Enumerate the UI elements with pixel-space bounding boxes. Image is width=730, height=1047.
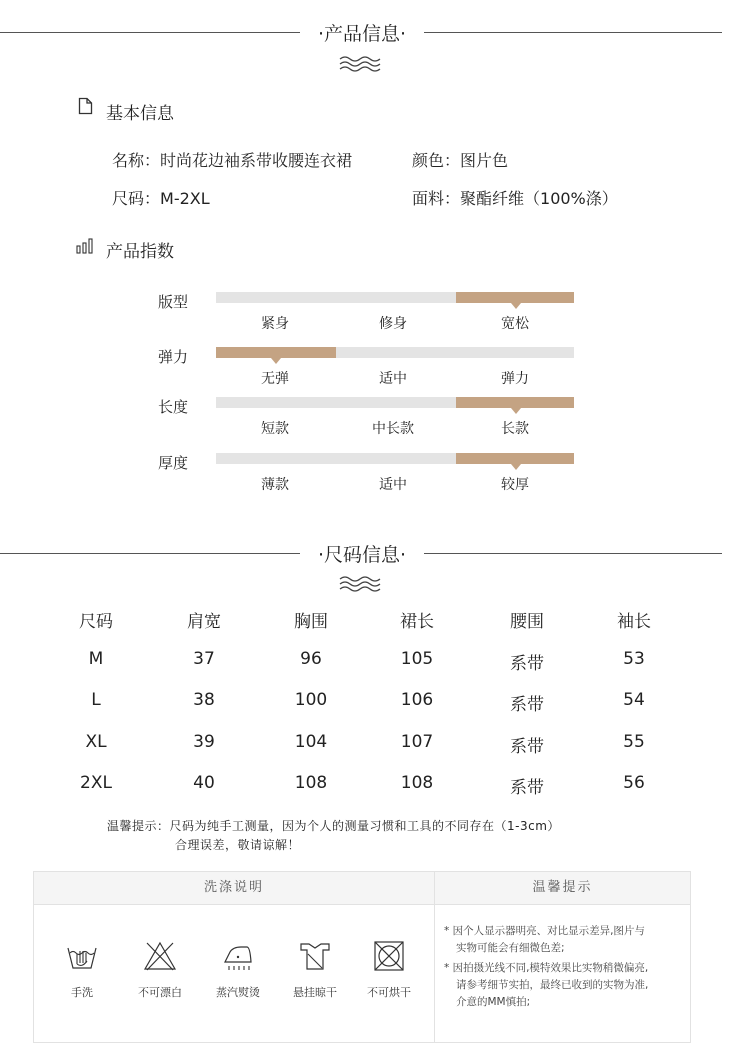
table-cell: 107 [400,732,434,752]
table-cell: 38 [193,690,215,710]
steam-iron-icon [221,940,255,972]
name-field: 名称：时尚花边袖系带收腰连衣裙 [112,151,353,170]
index-pointer [511,408,521,414]
tips-panel-title: 温馨提示 [435,872,690,905]
care-label: 不可漂白 [138,986,182,999]
index-option: 适中 [379,477,407,493]
index-fill [216,347,336,358]
index-option: 薄款 [261,477,289,493]
index-option: 弹力 [501,371,529,387]
table-cell: M [88,649,104,669]
tip-line: 实物可能会有细微色差; [456,942,565,954]
table-cell: 105 [400,649,434,669]
table-cell: 系带 [510,778,544,798]
tip-line: 介意的MM慎拍; [456,996,531,1008]
table-cell: 56 [623,773,645,793]
table-header-cell: 袖长 [617,612,651,632]
index-option: 较厚 [501,477,529,493]
index-pointer [271,358,281,364]
care-label: 不可烘干 [367,986,411,999]
index-option: 无弹 [261,371,289,387]
index-fill [456,292,574,303]
table-header-cell: 腰围 [510,612,544,632]
care-item-steam-iron [203,940,273,1000]
section-divider-left [0,553,300,554]
index-label: 弹力 [158,348,189,366]
section-divider-left [0,32,300,33]
tip-line: * 因拍摄光线不同,模特效果比实物稍微偏亮, [444,962,649,974]
table-header-cell: 裙长 [400,612,434,632]
index-option: 适中 [379,371,407,387]
bar-chart-icon [76,238,96,254]
index-track [216,292,574,303]
table-cell: 108 [294,773,328,793]
wave-ornament-icon [339,575,381,593]
care-label: 悬挂晾干 [293,986,337,999]
index-track [216,347,574,358]
index-option: 长款 [501,421,529,437]
index-pointer [511,303,521,309]
index-pointer [511,464,521,470]
hand-wash-icon [65,940,99,972]
color-field: 颜色：图片色 [412,151,509,170]
index-track [216,453,574,464]
fabric-field: 面料：聚酯纤维（100%涤） [412,189,618,208]
index-option: 短款 [261,421,289,437]
care-label: 手洗 [71,986,93,999]
size-section-title: ·尺码信息· [317,544,407,566]
table-cell: 53 [623,649,645,669]
table-header-cell: 胸围 [294,612,328,632]
tip-line: * 因个人显示器明亮、对比显示差异,图片与 [444,925,645,937]
table-cell: 系带 [510,654,544,674]
index-option: 修身 [379,316,407,332]
product-section-title: ·产品信息· [317,23,407,45]
index-fill [456,453,574,464]
tip-line: 请参考细节实拍，最终已收到的实物为准, [456,979,649,991]
wash-panel-title: 洗涤说明 [34,872,434,905]
care-item-hand-wash [47,940,117,1000]
table-cell: 55 [623,732,645,752]
tips-panel [434,871,691,1043]
table-cell: 37 [193,649,215,669]
care-item-hang-dry [280,940,350,1000]
index-label: 版型 [158,293,189,311]
reminder-line-2: 合理误差，敬请谅解！ [175,838,301,852]
index-option: 宽松 [501,316,529,332]
reminder-line-1: 温馨提示：尺码为纯手工测量，因为个人的测量习惯和工具的不同存在（1-3cm） [107,819,560,833]
table-cell: 96 [300,649,322,669]
table-cell: L [91,690,101,710]
wave-ornament-icon [339,55,381,73]
index-track [216,397,574,408]
document-icon [78,97,93,115]
table-cell: 104 [294,732,328,752]
hang-dry-icon [298,940,332,972]
index-option: 紧身 [261,316,289,332]
table-cell: 2XL [80,773,112,793]
table-cell: 39 [193,732,215,752]
index-label: 厚度 [158,454,189,472]
index-label: 长度 [158,398,189,416]
size-field: 尺码：M-2XL [112,189,210,208]
care-label: 蒸汽熨烫 [216,986,260,999]
indices-heading: 产品指数 [106,242,174,262]
basic-info-heading: 基本信息 [106,104,174,124]
table-cell: XL [85,732,107,752]
care-item-no-tumble-dry [354,940,424,1000]
table-cell: 54 [623,690,645,710]
table-cell: 系带 [510,695,544,715]
table-cell: 系带 [510,737,544,757]
no-tumble-dry-icon [372,940,406,972]
table-cell: 100 [294,690,328,710]
table-header-cell: 肩宽 [187,612,221,632]
table-header-cell: 尺码 [79,612,113,632]
no-bleach-icon [143,940,177,972]
table-cell: 108 [400,773,434,793]
section-divider-right [424,553,722,554]
table-cell: 106 [400,690,434,710]
index-option: 中长款 [372,421,414,437]
section-divider-right [424,32,722,33]
index-fill [456,397,574,408]
table-cell: 40 [193,773,215,793]
care-item-no-bleach [125,940,195,1000]
